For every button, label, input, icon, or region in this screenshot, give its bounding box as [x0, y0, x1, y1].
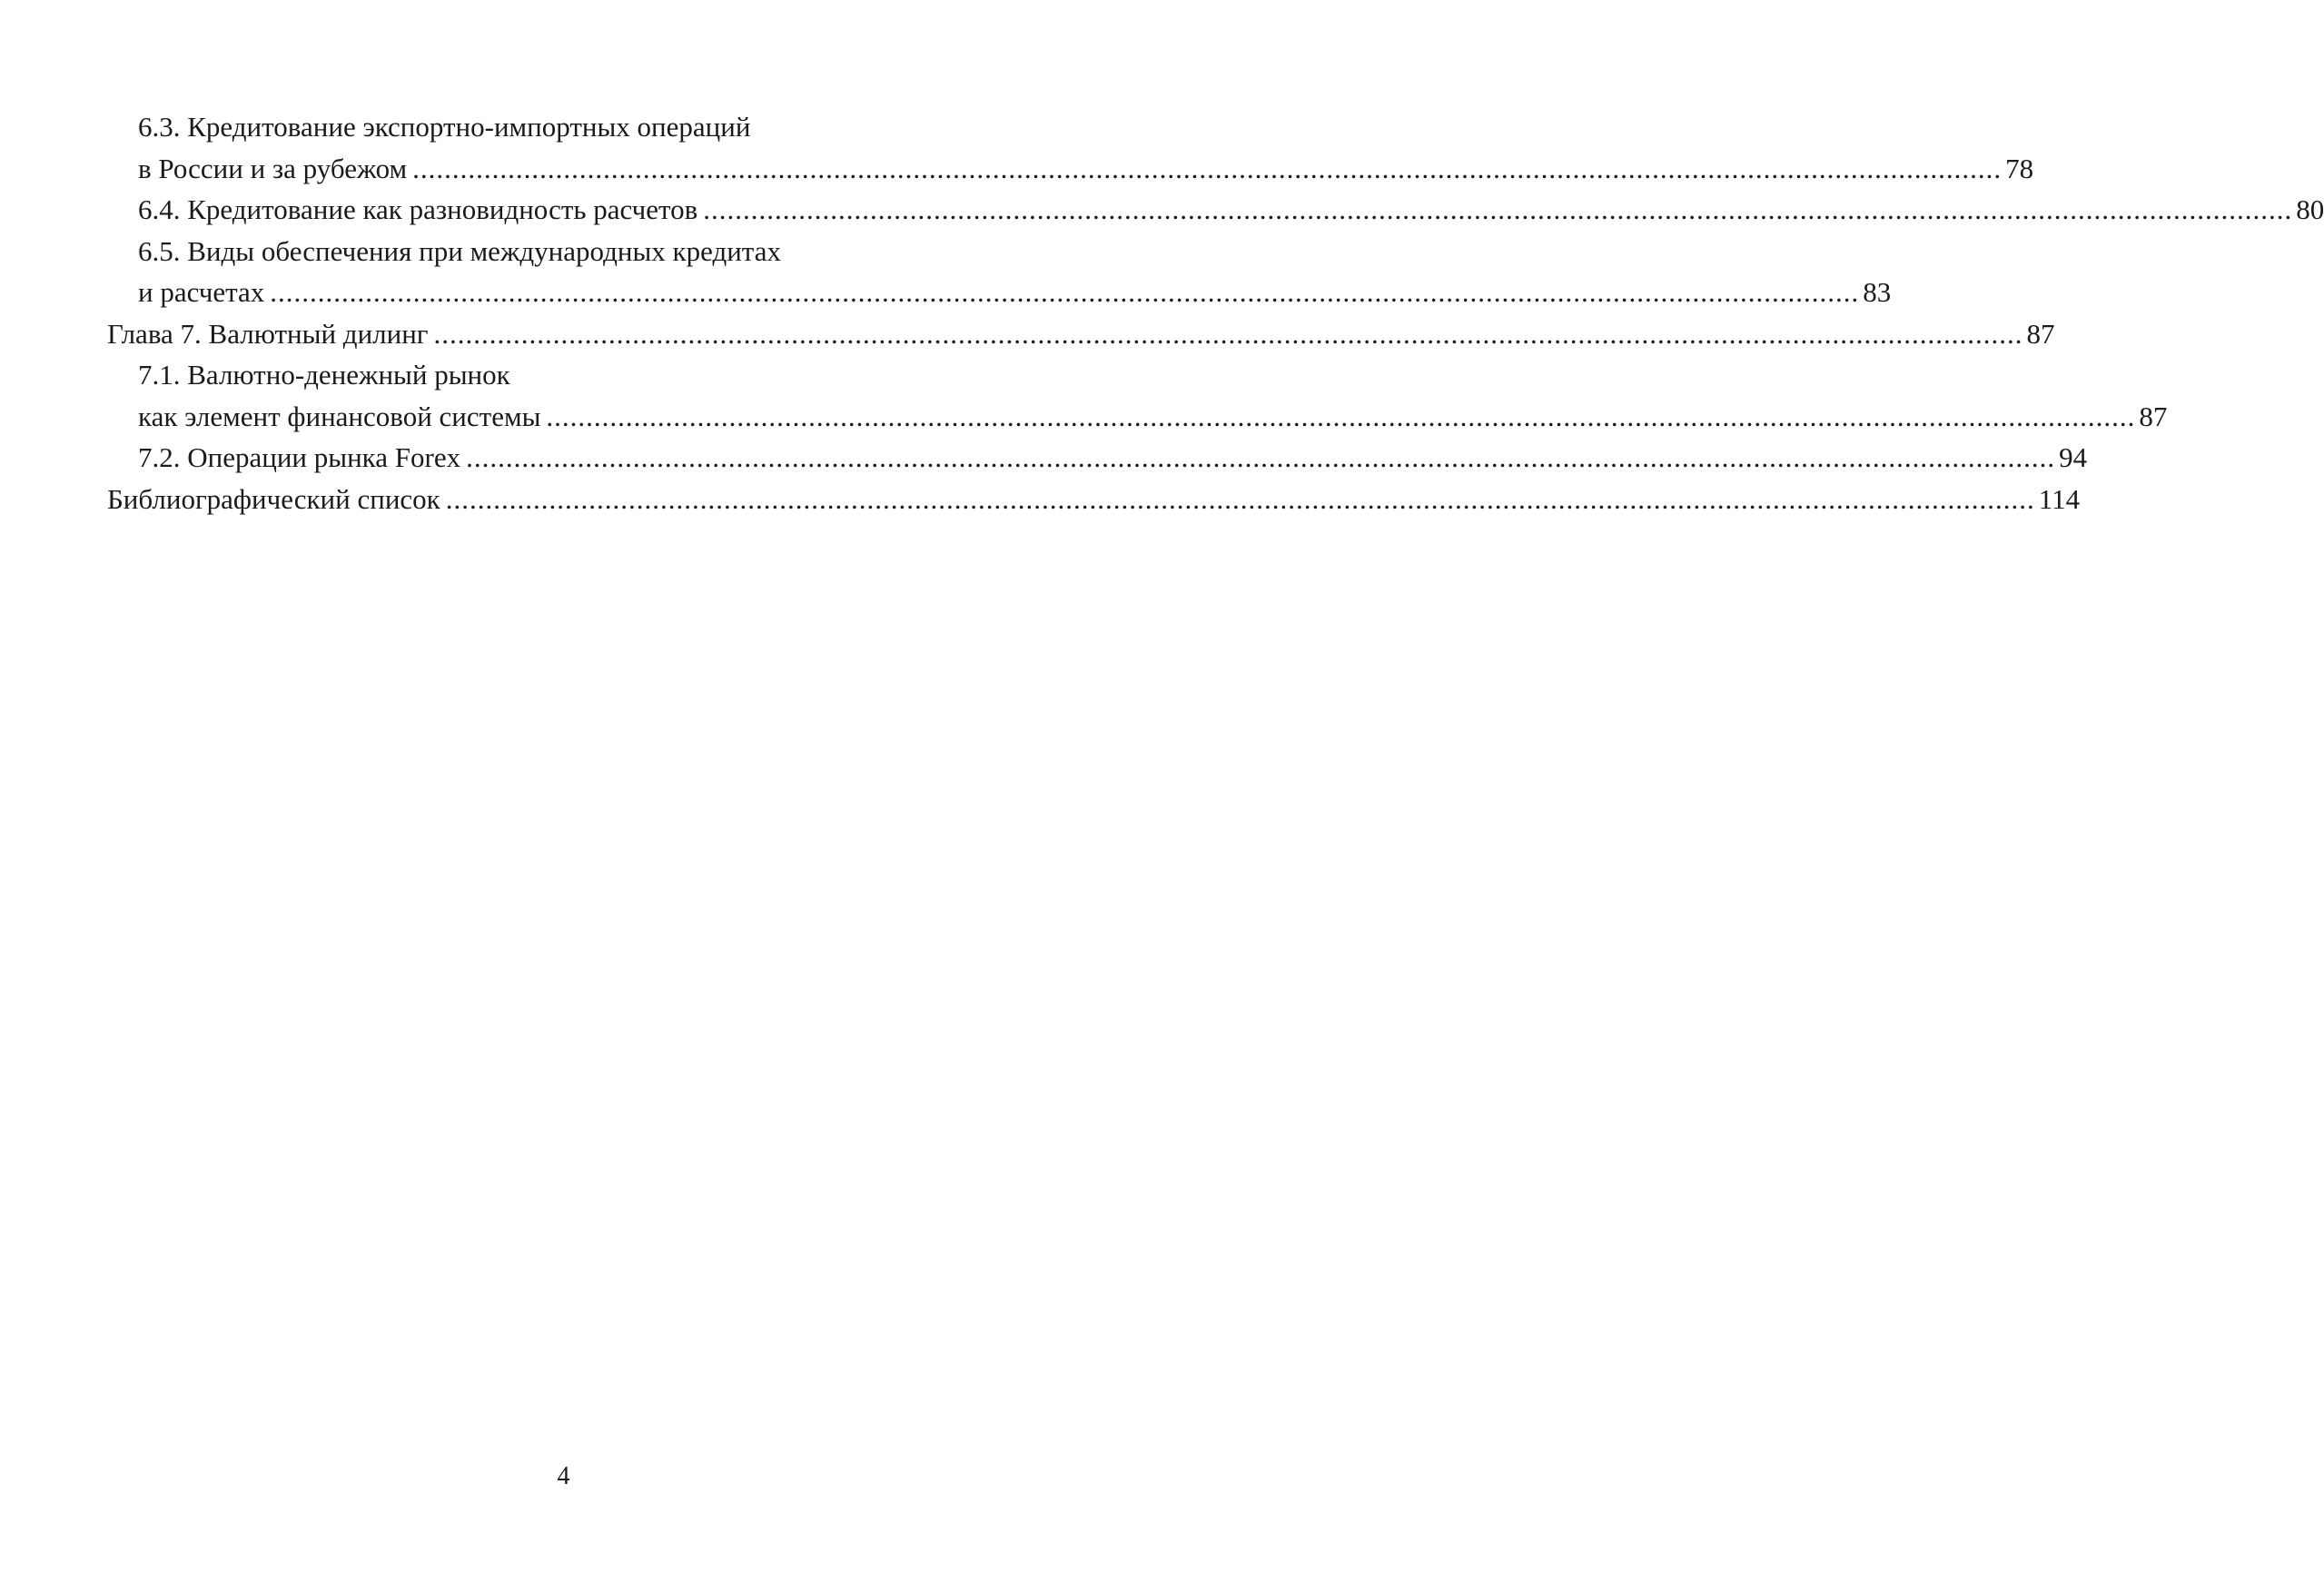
toc-entry-page: 87: [2139, 400, 2168, 432]
dot-leader: ........................................................................................................................................................................................................: [546, 400, 2136, 432]
dot-leader: ........................................................................................................................................................................................................: [445, 482, 2035, 515]
toc-entry-title: 6.4. Кредитование как разновидность расчетов: [138, 193, 698, 225]
toc-entry-6-5-line-2: [107, 272, 1892, 313]
toc-entry-chapter-7: [107, 313, 2055, 355]
toc-entry-title: 7.1. Валютно-денежный рынок: [138, 359, 510, 391]
page-number: 4: [557, 1462, 570, 1490]
toc-entry-title: и расчетах: [138, 276, 265, 308]
toc-entry-7-2: [107, 437, 2088, 479]
toc-entry-bibliography: [107, 479, 2081, 520]
dot-leader: ........................................................................................................................................................................................................: [270, 276, 1860, 308]
table-of-contents: [107, 106, 2324, 519]
toc-entry-title: 6.3. Кредитование экспортно-импортных операций: [138, 111, 751, 143]
dot-leader: ........................................................................................................................................................................................................: [412, 152, 2003, 184]
toc-entry-title: как элемент финансовой системы: [138, 400, 541, 432]
toc-entry-title: 7.2. Операции рынка Forex: [138, 441, 461, 473]
dot-leader: ........................................................................................................................................................................................................: [433, 317, 2023, 350]
toc-entry-7-1-line-2: [107, 396, 2168, 438]
toc-entry-6-5-line-1: [107, 231, 1021, 272]
toc-entry-page: 80: [2296, 193, 2324, 225]
toc-entry-title: Глава 7. Валютный дилинг: [107, 317, 429, 350]
toc-entry-title: Библиографический список: [107, 482, 440, 515]
toc-entry-7-1-line-1: [107, 354, 1021, 396]
toc-entry-page: 87: [2026, 317, 2055, 350]
toc-entry-page: 94: [2059, 441, 2088, 473]
toc-entry-6-4: [107, 189, 2324, 231]
toc-entry-page: 114: [2038, 482, 2081, 515]
dot-leader: ........................................................................................................................................................................................................: [466, 441, 2056, 473]
toc-entry-page: 78: [2005, 152, 2034, 184]
toc-entry-6-3-line-1: [107, 106, 1021, 148]
dot-leader: ........................................................................................................................................................................................................: [703, 193, 2293, 225]
toc-entry-6-3-line-2: [107, 148, 2034, 190]
toc-entry-page: 83: [1863, 276, 1892, 308]
toc-entry-title: в России и за рубежом: [138, 152, 408, 184]
toc-entry-title: 6.5. Виды обеспечения при международных кредитах: [138, 234, 781, 267]
